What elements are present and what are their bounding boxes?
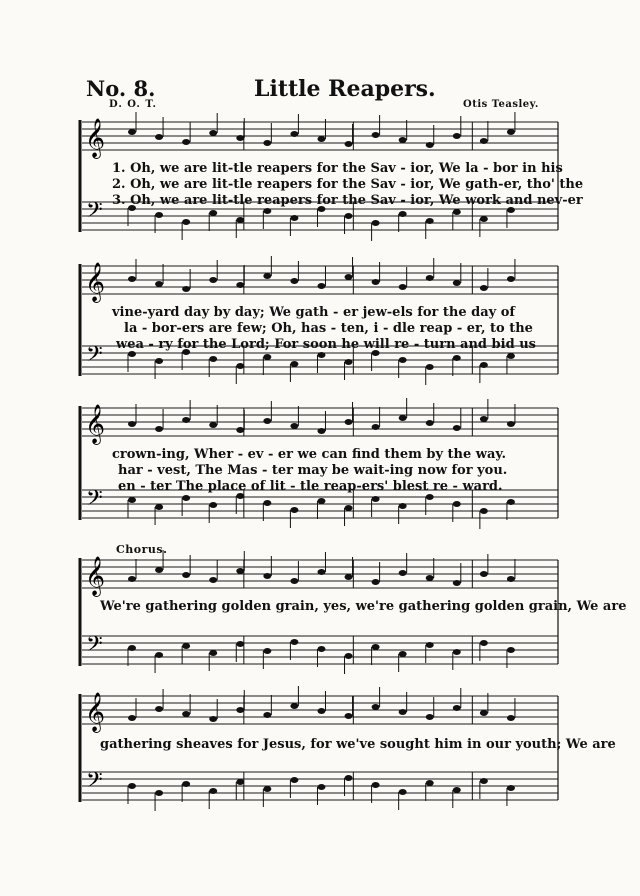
treble-notehead (453, 580, 461, 586)
bass-notehead (399, 211, 407, 217)
bass-notehead (345, 359, 353, 365)
treble-notehead (263, 273, 271, 279)
lyric-line: vine-yard day by day; We gath - er jew-els for the day of (112, 305, 515, 320)
bass-notehead (155, 790, 163, 796)
bass-notehead (128, 783, 136, 789)
bass-notehead (263, 354, 271, 360)
treble-notehead (372, 704, 380, 710)
bass-notehead (399, 357, 407, 363)
bass-clef-icon: 𝄢 (86, 486, 103, 516)
bass-notehead (480, 508, 488, 514)
bass-notehead (453, 649, 461, 655)
treble-notehead (480, 285, 488, 291)
bass-notehead (209, 650, 217, 656)
treble-notehead (317, 569, 325, 575)
lyric-line: crown-ing, Wher - ev - er we can find them by the way. (112, 447, 506, 462)
treble-notehead (453, 133, 461, 139)
treble-notehead (290, 423, 298, 429)
treble-notehead (263, 140, 271, 146)
treble-notehead (507, 421, 515, 427)
bass-notehead (128, 645, 136, 651)
bass-notehead (480, 640, 488, 646)
treble-notehead (426, 714, 434, 720)
lyric-line: 2. Oh, we are lit-tle reapers for the Sav - ior, We gath-er, tho' the (112, 177, 584, 192)
bass-clef-icon: 𝄢 (86, 768, 103, 798)
bass-notehead (317, 352, 325, 358)
lyric-line: la - bor-ers are few; Oh, has - ten, i - dle reap - er, to the (124, 321, 533, 336)
treble-notehead (290, 278, 298, 284)
lyricist-credit: D. O. T. (109, 99, 157, 110)
bass-notehead (453, 209, 461, 215)
treble-notehead (426, 275, 434, 281)
bass-notehead (155, 504, 163, 510)
bass-notehead (480, 216, 488, 222)
treble-notehead (128, 276, 136, 282)
treble-notehead (236, 282, 244, 288)
bass-notehead (155, 652, 163, 658)
treble-clef-icon: 𝄞 (85, 692, 106, 732)
treble-notehead (399, 137, 407, 143)
bass-notehead (290, 639, 298, 645)
treble-notehead (507, 129, 515, 135)
treble-notehead (453, 705, 461, 711)
bass-notehead (426, 364, 434, 370)
bass-notehead (290, 361, 298, 367)
treble-notehead (453, 425, 461, 431)
bass-notehead (372, 782, 380, 788)
treble-notehead (507, 576, 515, 582)
bass-notehead (372, 644, 380, 650)
treble-notehead (155, 567, 163, 573)
treble-notehead (399, 415, 407, 421)
bass-notehead (453, 355, 461, 361)
bass-notehead (236, 363, 244, 369)
treble-clef-icon: 𝄞 (85, 556, 106, 596)
lyric-line: wea - ry for the Lord; For soon he will re - turn and bid us (116, 337, 536, 352)
bass-notehead (236, 779, 244, 785)
treble-notehead (182, 417, 190, 423)
treble-notehead (507, 715, 515, 721)
bass-notehead (263, 786, 271, 792)
lyric-line: gathering sheaves for Jesus, for we've sought him in our youth; We are (100, 737, 616, 752)
bass-notehead (345, 653, 353, 659)
treble-notehead (399, 709, 407, 715)
treble-notehead (128, 576, 136, 582)
lyric-line: 3. Oh, we are lit-tle reapers for the Sav - ior, We work and nev-er (112, 193, 583, 208)
treble-notehead (345, 574, 353, 580)
treble-notehead (399, 570, 407, 576)
bass-notehead (263, 500, 271, 506)
treble-notehead (182, 711, 190, 717)
bass-notehead (426, 780, 434, 786)
bass-notehead (507, 647, 515, 653)
treble-clef-icon: 𝄞 (85, 404, 106, 444)
hymn-title: Little Reapers. (254, 76, 436, 102)
bass-notehead (128, 497, 136, 503)
bass-notehead (399, 789, 407, 795)
bass-notehead (317, 784, 325, 790)
treble-notehead (290, 703, 298, 709)
treble-notehead (290, 131, 298, 137)
bass-notehead (182, 219, 190, 225)
treble-notehead (182, 572, 190, 578)
treble-notehead (209, 422, 217, 428)
bass-notehead (453, 501, 461, 507)
treble-notehead (480, 138, 488, 144)
treble-notehead (372, 424, 380, 430)
treble-notehead (155, 281, 163, 287)
treble-notehead (480, 710, 488, 716)
treble-notehead (345, 419, 353, 425)
bass-notehead (182, 643, 190, 649)
treble-notehead (209, 716, 217, 722)
treble-clef-icon: 𝄞 (85, 118, 106, 158)
bass-notehead (372, 220, 380, 226)
treble-notehead (507, 276, 515, 282)
bass-notehead (290, 777, 298, 783)
treble-notehead (453, 280, 461, 286)
bass-notehead (345, 213, 353, 219)
bass-notehead (263, 208, 271, 214)
bass-notehead (426, 494, 434, 500)
treble-notehead (399, 284, 407, 290)
treble-notehead (155, 426, 163, 432)
treble-notehead (372, 132, 380, 138)
bass-notehead (372, 496, 380, 502)
treble-notehead (155, 134, 163, 140)
bass-notehead (399, 651, 407, 657)
bass-clef-icon: 𝄢 (86, 198, 103, 228)
bass-notehead (263, 648, 271, 654)
treble-notehead (236, 135, 244, 141)
treble-notehead (182, 139, 190, 145)
treble-notehead (372, 579, 380, 585)
bass-notehead (209, 356, 217, 362)
bass-notehead (507, 785, 515, 791)
bass-notehead (155, 358, 163, 364)
lyric-line: 1. Oh, we are lit-tle reapers for the Sav - ior, We la - bor in his (112, 161, 563, 176)
treble-notehead (128, 715, 136, 721)
treble-notehead (263, 573, 271, 579)
chorus-label: Chorus. (116, 543, 168, 556)
bass-clef-icon: 𝄢 (86, 632, 103, 662)
bass-notehead (209, 210, 217, 216)
bass-notehead (345, 505, 353, 511)
treble-notehead (345, 274, 353, 280)
treble-notehead (426, 420, 434, 426)
treble-notehead (480, 571, 488, 577)
bass-notehead (236, 641, 244, 647)
bass-notehead (182, 781, 190, 787)
bass-notehead (426, 218, 434, 224)
bass-notehead (453, 787, 461, 793)
lyric-line: en - ter The place of lit - tle reap-ers' blest re - ward. (118, 479, 503, 494)
treble-notehead (155, 706, 163, 712)
bass-clef-icon: 𝄢 (86, 342, 103, 372)
bass-notehead (426, 642, 434, 648)
treble-notehead (182, 286, 190, 292)
treble-notehead (317, 136, 325, 142)
bass-notehead (345, 775, 353, 781)
treble-notehead (372, 279, 380, 285)
treble-notehead (128, 421, 136, 427)
treble-notehead (426, 142, 434, 148)
bass-notehead (209, 788, 217, 794)
treble-notehead (345, 713, 353, 719)
bass-notehead (399, 503, 407, 509)
treble-notehead (480, 416, 488, 422)
bass-notehead (507, 499, 515, 505)
bass-notehead (209, 502, 217, 508)
treble-notehead (236, 427, 244, 433)
bass-notehead (290, 215, 298, 221)
treble-notehead (426, 575, 434, 581)
treble-notehead (209, 130, 217, 136)
treble-notehead (209, 577, 217, 583)
treble-clef-icon: 𝄞 (85, 262, 106, 302)
treble-notehead (209, 277, 217, 283)
bass-notehead (155, 212, 163, 218)
treble-notehead (345, 141, 353, 147)
treble-notehead (317, 708, 325, 714)
bass-notehead (507, 353, 515, 359)
bass-notehead (317, 646, 325, 652)
treble-notehead (236, 568, 244, 574)
hymn-number: No. 8. (86, 76, 156, 101)
lyric-line: We're gathering golden grain, yes, we're gathering golden grain, We are (100, 599, 627, 614)
bass-notehead (290, 507, 298, 513)
treble-notehead (263, 418, 271, 424)
treble-notehead (290, 578, 298, 584)
treble-notehead (317, 283, 325, 289)
treble-notehead (263, 712, 271, 718)
lyric-line: har - vest, The Mas - ter may be wait-ing now for you. (118, 463, 508, 478)
treble-notehead (317, 428, 325, 434)
bass-notehead (317, 498, 325, 504)
composer-credit: Otis Teasley. (463, 99, 539, 110)
treble-notehead (128, 129, 136, 135)
bass-notehead (236, 217, 244, 223)
bass-notehead (182, 495, 190, 501)
treble-notehead (236, 707, 244, 713)
bass-notehead (480, 362, 488, 368)
bass-notehead (480, 778, 488, 784)
